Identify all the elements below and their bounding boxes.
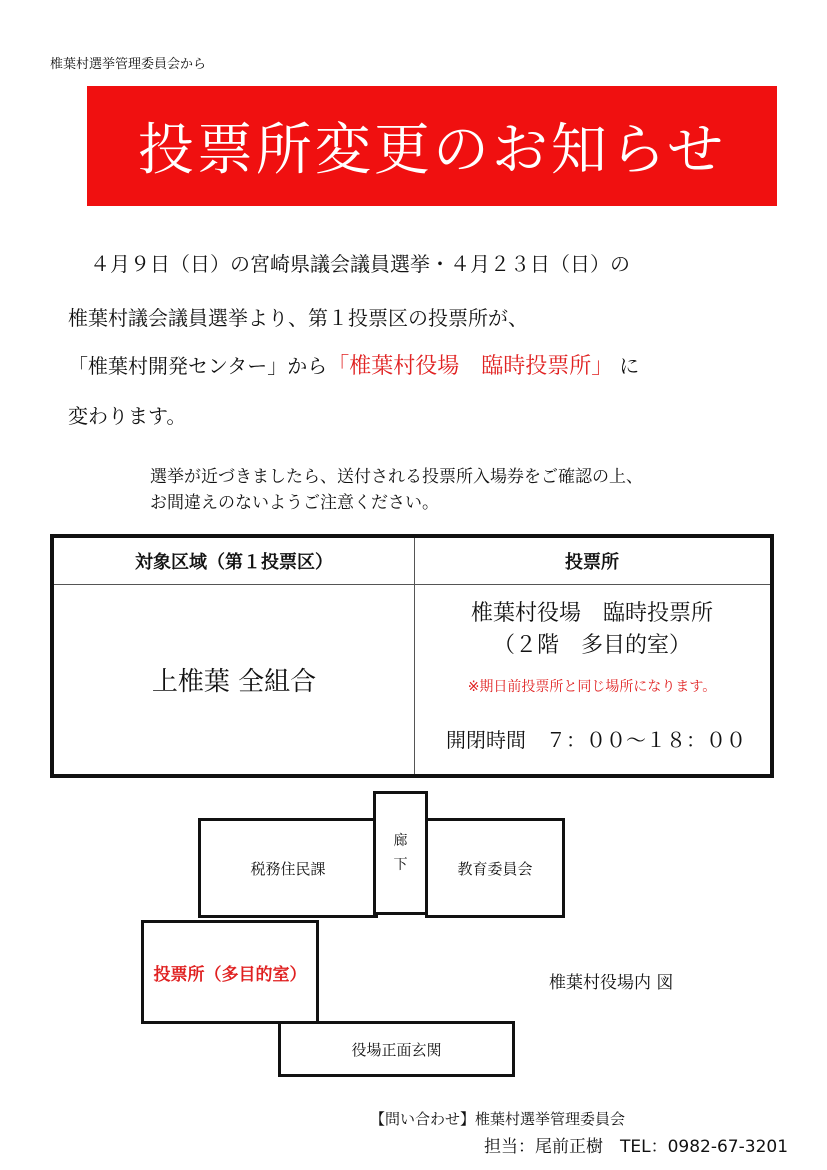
target-area: 上椎葉 全組合 [151,666,317,697]
place-name: 椎葉村役場 臨時投票所 [470,601,713,626]
body-line-1: ４月９日（日）の宮崎県議会議員選挙・４月２３日（日）の [90,252,630,276]
issuer-text: 椎葉村選挙管理委員会から [50,57,207,72]
body-line-3 [68,349,639,380]
room-edu-label: 教育委員会 [457,859,533,878]
title-banner [87,86,777,206]
place-note: ※期日前投票所と同じ場所になります。 [467,679,717,695]
map-label: 椎葉村役場内 図 [549,973,674,993]
contact-line-2: 担当：尾前正樹 TEL：0982-67-3201 [484,1137,789,1157]
notice-line-1: 選挙が近づきましたら、送付される投票所入場券をご確認の上、 [150,467,643,487]
room-vote [141,920,319,1024]
header-place: 投票所 [565,552,619,573]
body-line-2: 椎葉村議会議員選挙より、第１投票区の投票所が、 [68,306,528,330]
room-entrance [278,1021,515,1077]
page-title: 投票所変更のお知らせ [137,118,727,183]
room-tax-label: 税務住民課 [250,859,326,878]
body-line-3-end: に [619,354,640,378]
place-room: （２階 多目的室） [492,633,691,658]
old-location: 「椎葉村開発センター」から [68,354,328,378]
new-location: 「椎葉村役場 臨時投票所」 [327,354,614,379]
header-area: 対象区域（第１投票区） [135,552,333,573]
contact-line-1: 【問い合わせ】椎葉村選挙管理委員会 [370,1110,626,1128]
corridor [373,791,428,915]
polling-table [50,534,774,778]
notice-line-2: お間違えのないようご注意ください。 [150,493,439,513]
opening-hours: 開閉時間 ７：００～１８：００ [446,728,746,752]
room-tax [198,818,378,918]
room-vote-label: 投票所（多目的室） [153,964,307,985]
corridor-label-1: 廊 [393,833,408,849]
corridor-label-2: 下 [393,857,408,873]
body-line-4: 変わります。 [68,404,187,428]
room-entrance-label: 役場正面玄関 [351,1040,442,1059]
notice [150,464,643,516]
room-edu [425,818,565,918]
